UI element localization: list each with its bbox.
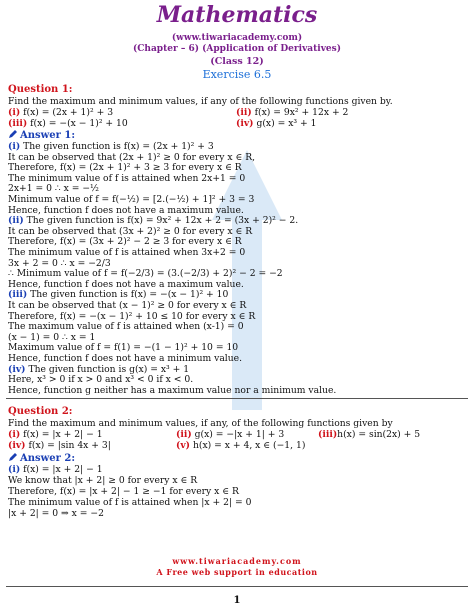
question-1-label: Question 1: — [8, 84, 73, 95]
answer-text: It can be observed that (x − 1)² ≥ 0 for every x ∈ R — [8, 300, 247, 311]
q2-part-ii: (ii) g(x) = −|x + 1| + 3 — [176, 429, 285, 440]
answer-line — [8, 300, 246, 311]
page-number: 1 — [233, 595, 241, 606]
answer-line — [8, 194, 254, 205]
answer-text: 2x+1 = 0 ∴ x = −½ — [8, 183, 99, 195]
class-heading: (Class 12) — [210, 56, 264, 67]
answer-text: Hence, function g neither has a maximum value nor a minimum value. — [8, 384, 337, 396]
q1-part-iii: (iii) f(x) = −(x − 1)² + 10 — [8, 118, 128, 129]
answer-line — [8, 268, 283, 279]
answer-line — [8, 364, 189, 375]
answer-text: (x − 1) = 0 ∴ x = 1 — [8, 331, 96, 343]
q1-part-iv: (iv) g(x) = x³ + 1 — [236, 118, 317, 129]
answer-text: Here, x³ > 0 if x > 0 and x³ < 0 if x < 0. — [8, 374, 194, 386]
website-url: (www.tiwariacademy.com) — [171, 33, 303, 43]
answer-2-label: Answer 2: — [8, 452, 75, 464]
answer-line — [8, 475, 197, 486]
answer-line — [8, 374, 193, 385]
answer-text: Therefore, f(x) = −(x − 1)² + 10 ≤ 10 for every x ∈ R — [8, 310, 256, 322]
answer-text: Maximum value of f = f(1) = −(1 − 1)² + 10 = 10 — [8, 342, 239, 354]
exercise-heading: Exercise 6.5 — [202, 68, 272, 81]
footer-divider — [6, 586, 468, 587]
answer-line — [8, 289, 228, 300]
answer-text: The maximum value of f is attained when (x-1) = 0 — [8, 321, 244, 333]
answer-line — [8, 486, 239, 497]
answer-line — [8, 162, 242, 173]
part-number: (iii) — [8, 289, 28, 301]
answer-line — [8, 321, 244, 332]
q2-part-iii: (iii)h(x) = sin(2x) + 5 — [318, 429, 421, 440]
answer-line — [8, 152, 255, 163]
answer-text: The minimum value of f is attained when 3x+2 = 0 — [8, 247, 246, 258]
question-2-label: Question 2: — [8, 406, 73, 417]
answer-text: 3x + 2 = 0 ∴ x = −2/3 — [8, 257, 111, 269]
answer-line — [8, 311, 255, 322]
answer-text: f(x) = |x + 2| − 1 — [20, 464, 103, 475]
answer-text: The minimum value of f is attained when 2x+1 = 0 — [8, 172, 246, 184]
answer-text: Therefore, f(x) = (3x + 2)² − 2 ≥ 3 for every x ∈ R — [8, 236, 242, 248]
answer-line — [8, 342, 238, 353]
q1-part-i: (i) f(x) = (2x + 1)² + 3 — [8, 107, 114, 118]
answer-line — [8, 497, 251, 508]
footer-site: www.tiwariacademy.com — [172, 556, 302, 566]
answer-text: It can be observed that (3x + 2)² ≥ 0 for every x ∈ R — [8, 225, 253, 237]
answer-text: We know that |x + 2| ≥ 0 for every x ∈ R — [8, 475, 198, 486]
answer-line — [8, 385, 336, 396]
answer-text: The given function is g(x) = x³ + 1 — [25, 363, 190, 375]
answer-text: Hence, function f does not have a minimum value. — [8, 353, 243, 364]
answer-text: The given function is f(x) = 9x² + 12x + 2 = (3x + 2)² − 2. — [23, 215, 299, 227]
part-number: (ii) — [8, 215, 24, 227]
answer-line — [8, 279, 244, 290]
answer-text: Therefore, f(x) = |x + 2| − 1 ≥ −1 for every x ∈ R — [8, 486, 239, 497]
answer-line — [8, 183, 99, 194]
answer-line — [8, 258, 111, 269]
part-number: (i) — [8, 464, 21, 475]
answer-line — [8, 205, 244, 216]
q2-part-i: (i) f(x) = |x + 2| − 1 — [8, 429, 103, 440]
answer-text: The given function is f(x) = (2x + 1)² + 3 — [20, 141, 214, 152]
part-number: (i) — [8, 141, 21, 152]
part-number: (iv) — [8, 363, 26, 375]
answer-line — [8, 353, 242, 364]
answer-text: It can be observed that (2x + 1)² ≥ 0 for every x ∈ R, — [8, 151, 256, 163]
answer-text: The minimum value of f is attained when |x + 2| = 0 — [8, 497, 252, 508]
divider — [6, 398, 468, 399]
answer-1-label: Answer 1: — [8, 129, 75, 141]
answer-text: Hence, function f does not have a maximum value. — [8, 204, 244, 216]
page-title: Mathematics — [156, 2, 318, 28]
answer-text: Hence, function f does not have a maximum value. — [8, 278, 244, 290]
question-2-text: Find the maximum and minimum values, if any, of the following functions given by — [8, 418, 393, 429]
answer-line — [8, 173, 245, 184]
answer-line — [8, 215, 298, 226]
q2-part-v: (v) h(x) = x + 4, x ∈ (−1, 1) — [176, 440, 306, 451]
answer-line — [8, 464, 103, 475]
answer-text: |x + 2| = 0 ⇒ x = −2 — [8, 508, 104, 519]
footer-tagline: A Free web support in education — [156, 567, 318, 577]
chapter-heading: (Chapter – 6) (Application of Derivatives) — [133, 44, 341, 54]
q2-part-iv: (iv) f(x) = |sin 4x + 3| — [8, 440, 111, 451]
answer-text: The given function is f(x) = −(x − 1)² + 10 — [27, 289, 229, 301]
answer-text: Minimum value of f = f(−½) = [2.(−½) + 1]² + 3 = 3 — [8, 194, 255, 205]
answer-line — [8, 236, 242, 247]
answer-text: Therefore, f(x) = (2x + 1)² + 3 ≥ 3 for every x ∈ R — [8, 162, 242, 174]
answer-line — [8, 247, 245, 258]
answer-line — [8, 332, 95, 343]
answer-text: ∴ Minimum value of f = f(−2/3) = (3.(−2/3) + 2)² − 2 = −2 — [8, 268, 283, 280]
pencil-icon — [8, 129, 18, 139]
answer-line — [8, 226, 252, 237]
question-1-text: Find the maximum and minimum values, if any of the following functions given by. — [8, 96, 393, 107]
pencil-icon — [8, 452, 18, 462]
q1-part-ii: (ii) f(x) = 9x² + 12x + 2 — [236, 107, 349, 118]
answer-line — [8, 141, 214, 152]
answer-line — [8, 508, 104, 519]
